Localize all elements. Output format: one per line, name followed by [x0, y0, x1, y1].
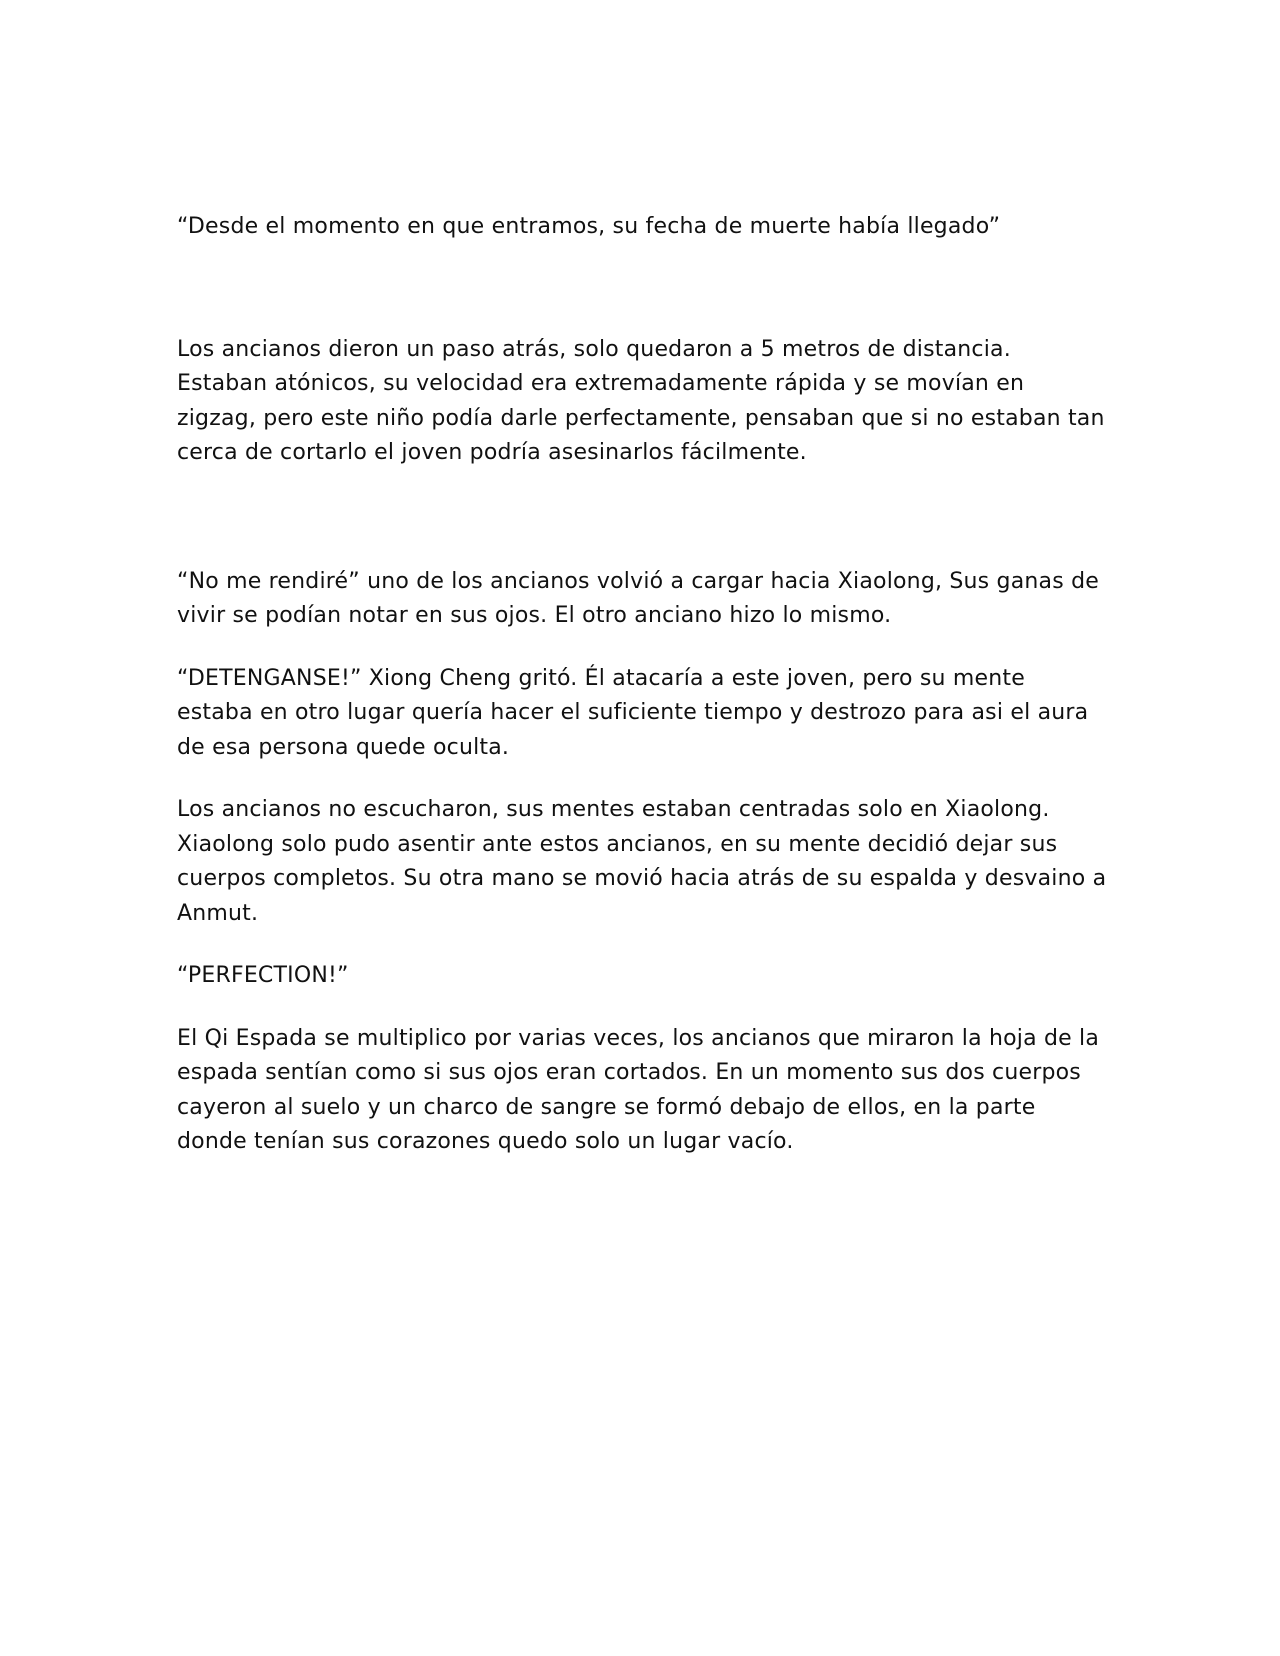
paragraph-elders-ignore: Los ancianos no escucharon, sus mentes estaban centradas solo en Xiaolong. Xiaolong solo pudo asentir ante estos ancianos, en su mente decidió dejar sus cuerpos completos. Su otra mano se movió hacia atrás de su espalda y desvaino a Anmut. — [177, 797, 1107, 926]
paragraph-detenganse: “DETENGANSE!” Xiong Cheng gritó. Él atacaría a este joven, pero su mente estaba en otro lugar quería hacer el suficiente tiempo y destrozo para asi el aura de esa persona quede oculta. — [177, 665, 1089, 760]
paragraph-elders-step-back: Los ancianos dieron un paso atrás, solo quedaron a 5 metros de distancia. Estaban atónicos, su velocidad era extremadamente rápida y se movían en zigzag, pero este niño podía darle perfectamente, pensaban que si no estaban tan cerca de cortarlo el joven podría asesinarlos fácilmente. — [177, 336, 1105, 465]
paragraph-qi-sword: El Qi Espada se multiplico por varias veces, los ancianos que miraron la hoja de la espada sentían como si sus ojos eran cortados. En un momento sus dos cuerpos cayeron al suelo y un charco de sangre se formó debajo de ellos, en la parte donde tenían sus corazones quedo solo un lugar vacío. — [177, 1025, 1100, 1154]
document-body — [177, 210, 1107, 1160]
paragraph-no-surrender: “No me rendiré” uno de los ancianos volvió a cargar hacia Xiaolong, Sus ganas de vivir se podían notar en sus ojos. El otro anciano hizo lo mismo. — [177, 568, 1099, 628]
paragraph-perfection: “PERFECTION!” — [177, 963, 349, 988]
paragraph-quote-opening: “Desde el momento en que entramos, su fecha de muerte había llegado” — [177, 214, 1001, 239]
